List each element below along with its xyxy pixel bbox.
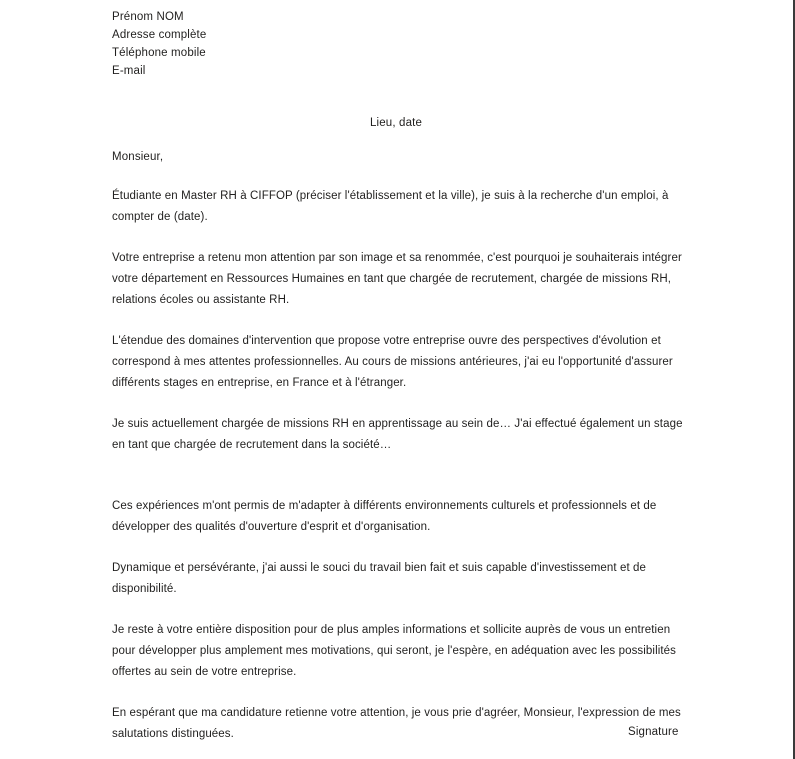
paragraph-5: Ces expériences m'ont permis de m'adapter à différents environnements culturels et professionnels et de développer des qualités d'ouverture d'esprit et d'organisation. [112,500,657,533]
place-and-date: Lieu, date [370,117,423,129]
paragraph-8-closing: En espérant que ma candidature retienne votre attention, je vous prie d'agréer, Monsieur, l'expression de mes salutations distinguées. [112,707,681,740]
sender-email: E-mail [112,65,146,77]
paragraph-3: L'étendue des domaines d'intervention que propose votre entreprise ouvre des perspectives d'évolution et correspond à mes attentes professionnelles. Au cours de missions antérieures, j'ai eu l'opportunité d'assurer différents stages en entreprise, en France et à l'étranger. [112,335,673,389]
paragraph-2: Votre entreprise a retenu mon attention par son image et sa renommée, c'est pourquoi je souhaiterais intégrer votre département en Ressources Humaines en tant que chargée de recrutement, chargée de missions RH, relations écoles ou assistante RH. [112,252,682,306]
paragraph-4: Je suis actuellement chargée de missions RH en apprentissage au sein de… J'ai effectué également un stage en tant que chargée de recrutement dans la société… [112,418,683,451]
paragraph-6: Dynamique et persévérante, j'ai aussi le souci du travail bien fait et suis capable d'investissement et de disponibilité. [112,562,647,595]
sender-address-block [112,8,692,80]
letter-body [112,8,692,757]
sender-address: Adresse complète [112,29,207,41]
paragraph-7: Je reste à votre entière disposition pour de plus amples informations et sollicite auprès de vous un entretien pour développer plus amplement mes motivations, qui seront, je l'espère, en adéquation avec les possibilités offertes au sein de votre entreprise. [112,624,677,678]
sender-name: Prénom NOM [112,11,184,23]
sender-phone: Téléphone mobile [112,47,206,59]
signature-label: Signature [628,726,679,738]
paragraph-1: Étudiante en Master RH à CIFFOP (préciser l'établissement et la ville), je suis à la recherche d'un emploi, à compter de (date). [112,190,669,223]
salutation: Monsieur, [112,151,164,163]
